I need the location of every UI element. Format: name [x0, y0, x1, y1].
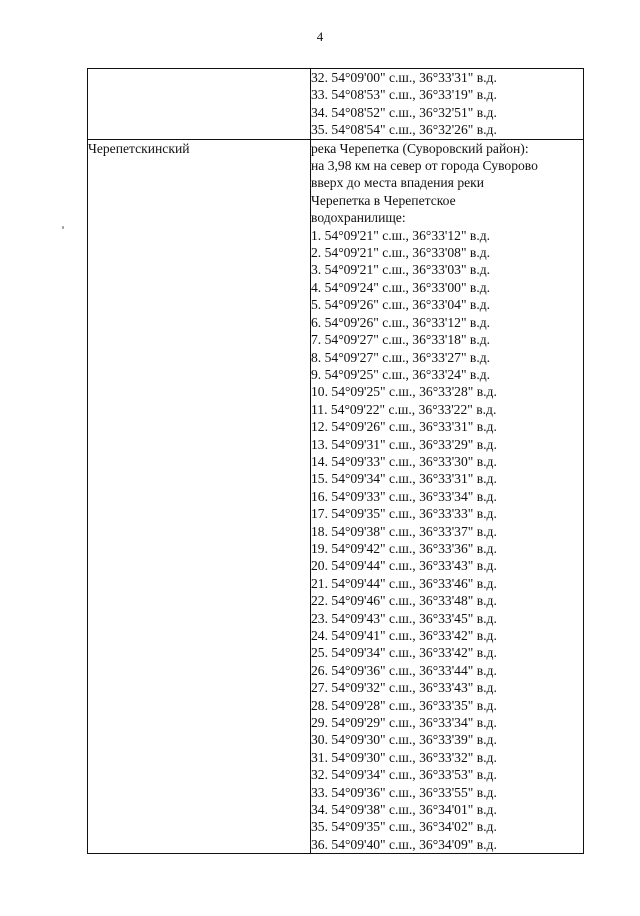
- coordinate-line: 30. 54°09'30" с.ш., 36°33'39" в.д.: [311, 732, 497, 748]
- coordinate-line: 28. 54°09'28" с.ш., 36°33'35" в.д.: [311, 697, 497, 713]
- coordinate-line: 19. 54°09'42" с.ш., 36°33'36" в.д.: [311, 540, 497, 556]
- coordinate-line: 4. 54°09'24" с.ш., 36°33'00" в.д.: [311, 279, 491, 295]
- river-description-line: водохранилище:: [311, 210, 406, 226]
- coordinate-line: 34. 54°09'38" с.ш., 36°34'01" в.д.: [311, 802, 497, 818]
- coordinate-line: 33. 54°09'36" с.ш., 36°33'55" в.д.: [311, 784, 497, 800]
- coordinate-line: 5. 54°09'26" с.ш., 36°33'04" в.д.: [311, 297, 491, 313]
- coordinate-line: 16. 54°09'33" с.ш., 36°33'34" в.д.: [311, 488, 497, 504]
- coordinates-table: [87, 68, 584, 854]
- coordinate-line: 29. 54°09'29" с.ш., 36°33'34" в.д.: [311, 715, 497, 731]
- coordinate-line: 12. 54°09'26" с.ш., 36°33'31" в.д.: [311, 419, 497, 435]
- coordinate-line: 1. 54°09'21" с.ш., 36°33'12" в.д.: [311, 227, 491, 243]
- coordinates-cell: [311, 139, 584, 854]
- coordinate-line: 22. 54°09'46" с.ш., 36°33'48" в.д.: [311, 593, 497, 609]
- coordinate-line: 36. 54°09'40" с.ш., 36°34'09" в.д.: [311, 836, 497, 852]
- coordinate-line: 35. 54°09'35" с.ш., 36°34'02" в.д.: [311, 819, 497, 835]
- coordinate-line: 2. 54°09'21" с.ш., 36°33'08" в.д.: [311, 245, 491, 261]
- coordinate-line: 14. 54°09'33" с.ш., 36°33'30" в.д.: [311, 453, 497, 469]
- coordinate-line: 23. 54°09'43" с.ш., 36°33'45" в.д.: [311, 610, 497, 626]
- coordinate-line: 24. 54°09'41" с.ш., 36°33'42" в.д.: [311, 628, 497, 643]
- coordinate-line: 7. 54°09'27" с.ш., 36°33'18" в.д.: [311, 332, 491, 348]
- coordinate-line: 15. 54°09'34" с.ш., 36°33'31" в.д.: [311, 471, 497, 487]
- district-name: Черепетскинский: [88, 140, 190, 156]
- river-description-line: на 3,98 км на север от города Суворово: [311, 158, 538, 174]
- coordinate-line: 6. 54°09'26" с.ш., 36°33'12" в.д.: [311, 314, 491, 330]
- page-number: 4: [316, 29, 324, 44]
- district-name-cell: [88, 139, 311, 854]
- coordinates-cell: [311, 69, 584, 140]
- coordinate-line: 31. 54°09'30" с.ш., 36°33'32" в.д.: [311, 749, 497, 765]
- coordinate-line: 32. 54°09'00" с.ш., 36°33'31" в.д.: [311, 70, 497, 85]
- coordinate-line: 21. 54°09'44" с.ш., 36°33'46" в.д.: [311, 575, 497, 591]
- coordinate-line: 32. 54°09'34" с.ш., 36°33'53" в.д.: [311, 767, 497, 783]
- coordinate-line: 13. 54°09'31" с.ш., 36°33'29" в.д.: [311, 436, 497, 452]
- river-description-line: Черепетка в Черепетское: [311, 192, 456, 208]
- coordinate-line: 34. 54°08'52" с.ш., 36°32'51" в.д.: [311, 104, 497, 120]
- district-name-cell: [88, 69, 311, 140]
- river-description-line: река Черепетка (Суворовский район):: [311, 140, 529, 156]
- coordinate-line: 26. 54°09'36" с.ш., 36°33'44" в.д.: [311, 662, 497, 678]
- coordinate-line: 8. 54°09'27" с.ш., 36°33'27" в.д.: [311, 349, 491, 365]
- coordinate-line: 17. 54°09'35" с.ш., 36°33'33" в.д.: [311, 506, 497, 522]
- river-description-line: вверх до места впадения реки: [311, 175, 485, 191]
- coordinate-line: 25. 54°09'34" с.ш., 36°33'42" в.д.: [311, 645, 497, 661]
- table-row: [88, 69, 584, 140]
- coordinate-line: 18. 54°09'38" с.ш., 36°33'37" в.д.: [311, 523, 497, 539]
- coordinate-line: 27. 54°09'32" с.ш., 36°33'43" в.д.: [311, 680, 497, 696]
- coordinate-line: 9. 54°09'25" с.ш., 36°33'24" в.д.: [311, 366, 491, 382]
- coordinate-line: 10. 54°09'25" с.ш., 36°33'28" в.д.: [311, 384, 497, 400]
- table-row: [88, 139, 584, 854]
- coordinate-line: 35. 54°08'54" с.ш., 36°32'26" в.д.: [311, 122, 497, 138]
- coordinate-line: 33. 54°08'53" с.ш., 36°33'19" в.д.: [311, 87, 497, 103]
- scan-speck: [62, 226, 64, 229]
- coordinate-line: 3. 54°09'21" с.ш., 36°33'03" в.д.: [311, 262, 491, 278]
- coordinate-line: 20. 54°09'44" с.ш., 36°33'43" в.д.: [311, 558, 497, 574]
- coordinate-line: 11. 54°09'22" с.ш., 36°33'22" в.д.: [311, 401, 497, 417]
